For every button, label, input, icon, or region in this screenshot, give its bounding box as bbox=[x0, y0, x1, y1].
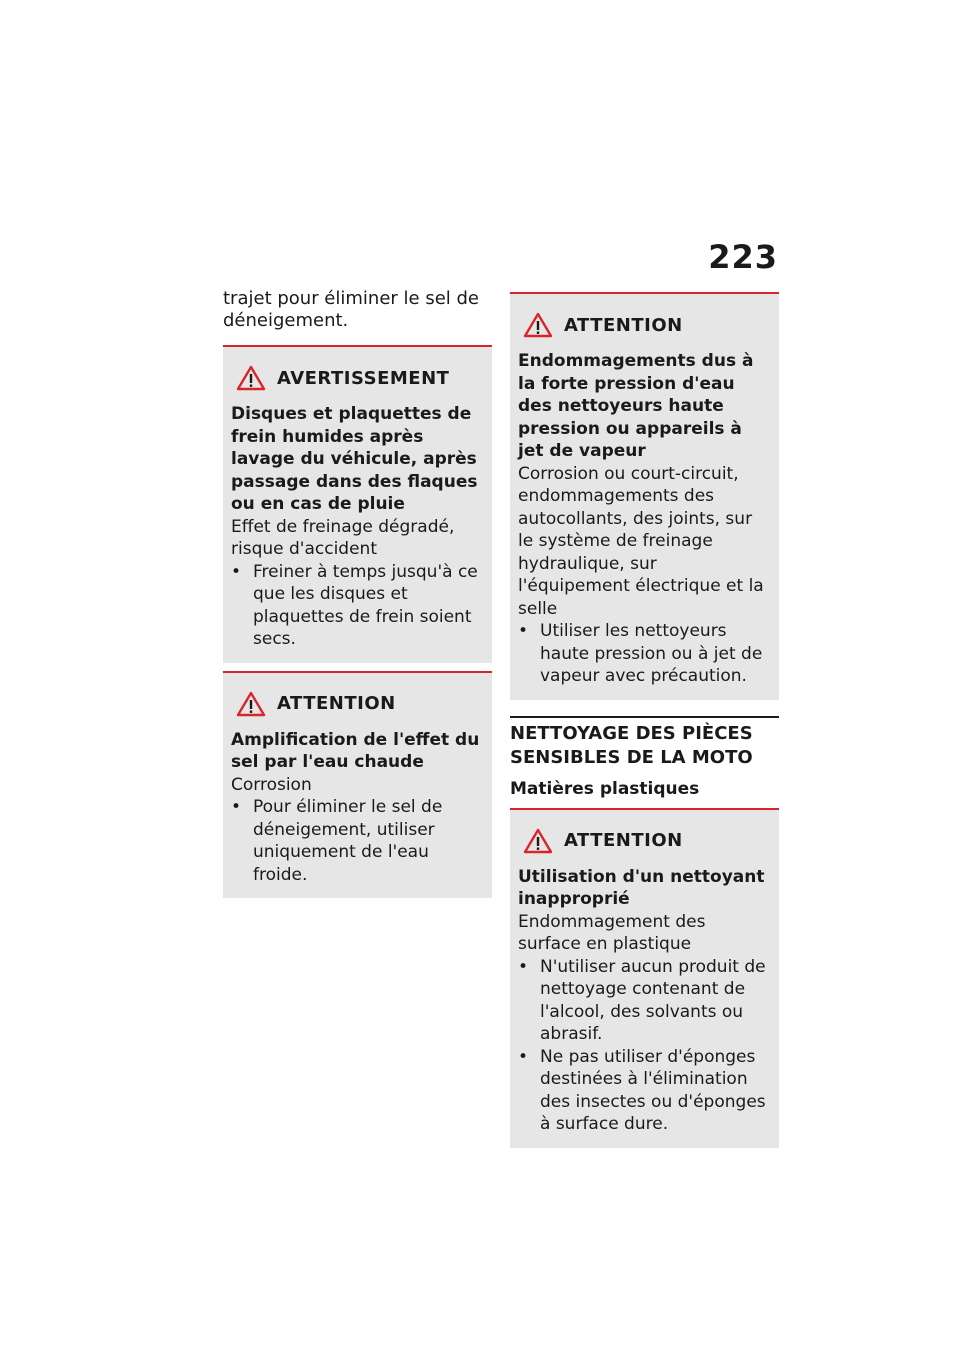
attention-box bbox=[510, 292, 779, 700]
intro-text: trajet pour éliminer le sel de déneigement. bbox=[223, 288, 479, 331]
list-item: • Freiner à temps jusqu'à ce que les disques et plaquettes de frein soient secs. bbox=[231, 561, 478, 649]
bullet-list bbox=[518, 620, 771, 688]
box-text: Effet de freinage dégradé, risque d'accident bbox=[231, 516, 455, 559]
subheading: Matières plastiques bbox=[510, 778, 700, 799]
bullet-list bbox=[231, 561, 484, 651]
warning-triangle-icon bbox=[235, 364, 267, 392]
bullet-icon: • bbox=[231, 797, 242, 817]
box-text: Corrosion bbox=[231, 774, 312, 795]
box-header bbox=[518, 826, 771, 856]
left-column bbox=[223, 288, 492, 898]
box-header bbox=[518, 310, 771, 340]
attention-box bbox=[510, 808, 779, 1148]
attention-box bbox=[223, 671, 492, 899]
warning-box bbox=[223, 345, 492, 663]
box-title: Amplification de l'effet du sel par l'eau chaude bbox=[231, 729, 480, 772]
page-number: 223 bbox=[708, 238, 778, 276]
box-label: ATTENTION bbox=[277, 693, 396, 714]
box-header bbox=[231, 363, 484, 393]
bullet-list bbox=[518, 956, 771, 1136]
bullet-icon: • bbox=[518, 621, 529, 641]
box-label: ATTENTION bbox=[564, 314, 683, 336]
box-header bbox=[231, 689, 484, 719]
section-title: NETTOYAGE DES PIÈCES SENSIBLES DE LA MOTO bbox=[510, 716, 779, 770]
bullet-icon: • bbox=[518, 1046, 529, 1067]
warning-triangle-icon bbox=[235, 690, 267, 718]
list-item: • Utiliser les nettoyeurs haute pression ou à jet de vapeur avec précaution. bbox=[518, 621, 763, 686]
list-item: • Pour éliminer le sel de déneigement, utiliser uniquement de l'eau froide. bbox=[231, 797, 443, 885]
bullet-list bbox=[231, 796, 484, 886]
bullet-icon: • bbox=[231, 561, 242, 582]
bullet-icon: • bbox=[518, 956, 529, 977]
warning-triangle-icon bbox=[522, 827, 554, 855]
box-title: Disques et plaquettes de frein humides après lavage du véhicule, après passage dans des flaques ou en cas de pluie bbox=[231, 404, 478, 514]
box-label: ATTENTION bbox=[564, 830, 683, 851]
box-text: Endommagement des surface en plastique bbox=[518, 911, 706, 954]
box-label: AVERTISSEMENT bbox=[277, 367, 450, 389]
box-text: Corrosion ou court-circuit, endommagements des autocollants, des joints, sur le système de freinage hydraulique, sur l'équipement électrique et la selle bbox=[518, 463, 764, 619]
list-item: • Ne pas utiliser d'éponges destinées à l'élimination des insectes ou d'éponges à surface dure. bbox=[518, 1046, 766, 1134]
box-title: Endommagements dus à la forte pression d'eau des nettoyeurs haute pression ou appareils à jet de vapeur bbox=[518, 351, 754, 461]
box-title: Utilisation d'un nettoyant inapproprié bbox=[518, 866, 765, 909]
list-item: • N'utiliser aucun produit de nettoyage contenant de l'alcool, des solvants ou abrasif. bbox=[518, 956, 766, 1044]
right-column bbox=[510, 292, 779, 1148]
warning-triangle-icon bbox=[522, 311, 554, 339]
